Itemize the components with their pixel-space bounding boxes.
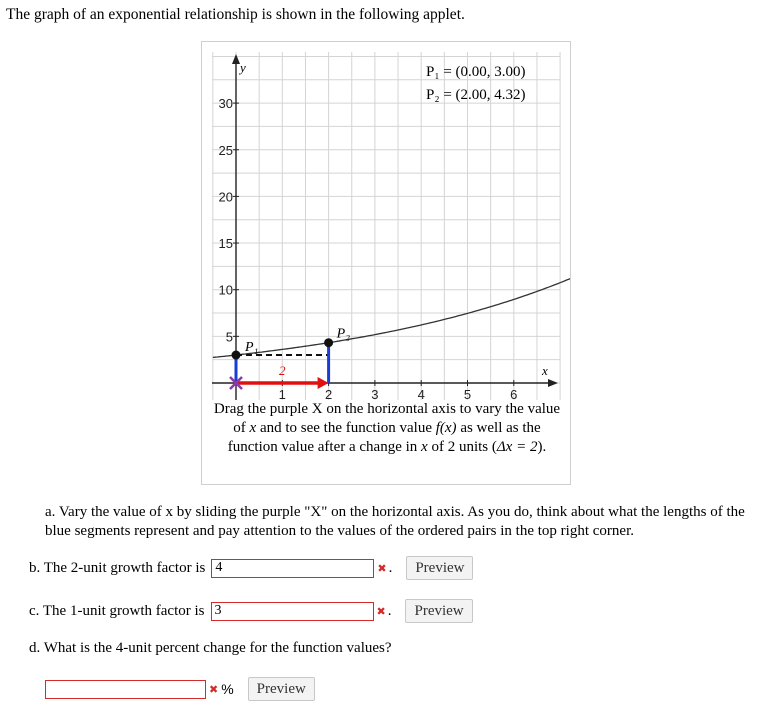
point-p2	[324, 338, 333, 347]
y-axis-arrow-icon	[232, 54, 240, 64]
x-tick-label: 5	[463, 387, 472, 400]
x-axis-label: x	[542, 363, 548, 378]
question-b-row: b. The 2-unit growth factor is 4 ✖ . Preview	[29, 556, 473, 580]
preview-button-d[interactable]: Preview	[248, 677, 315, 701]
y-axis-label: y	[240, 60, 246, 75]
x-axis-arrow-icon	[548, 379, 558, 387]
preview-button-c[interactable]: Preview	[405, 599, 472, 623]
question-d-label-row	[29, 640, 392, 657]
preview-button-b[interactable]: Preview	[406, 556, 473, 580]
intro-text: The graph of an exponential relationship is shown in the following applet.	[6, 6, 465, 23]
y-tick-label: 15	[218, 236, 233, 252]
percent-unit: %	[221, 681, 234, 697]
growth-factor-2-input[interactable]	[211, 559, 374, 578]
x-tick-label: 6	[510, 387, 518, 400]
tick-labels	[219, 96, 518, 400]
grid	[212, 52, 560, 400]
question-d-row	[39, 677, 315, 701]
exponential-graph[interactable]	[202, 42, 570, 400]
question-a: a. Vary the value of x by sliding the purple "X" on the horizontal axis. As you do, think about what the lengths of the blue segments represent and pay attention to the values of the ordered pairs in the top right corner.	[45, 504, 745, 539]
p1-coordinates: P₁ = (0.00, 3.00)	[426, 64, 526, 80]
y-tick-label: 5	[225, 329, 233, 345]
growth-factor-1-input[interactable]	[211, 602, 374, 621]
x-tick-label: 2	[324, 387, 333, 400]
x-tick-label: 3	[371, 387, 379, 400]
graph-applet[interactable]	[201, 41, 571, 485]
axes	[212, 54, 558, 400]
p2-coordinates: P₂ = (2.00, 4.32)	[426, 87, 526, 103]
question-c-label: c. The 1-unit growth factor is	[29, 602, 205, 619]
delta-label: 2	[279, 363, 286, 378]
y-tick-label: 30	[218, 96, 233, 112]
percent-change-input[interactable]	[45, 680, 206, 699]
applet-caption: Drag the purple X on the horizontal axis to vary the value of x and to see the function value f(x) as well as the function value after a change in x of 2 units (Δx = 2).	[213, 401, 561, 455]
point-p1-label: P₁	[245, 340, 259, 356]
y-tick-label: 20	[218, 189, 233, 205]
incorrect-icon: ✖	[377, 561, 387, 575]
y-tick-label: 25	[218, 142, 233, 158]
points-box	[426, 64, 526, 103]
incorrect-icon: ✖	[209, 682, 219, 696]
incorrect-icon: ✖	[376, 604, 386, 618]
x-tick-label: 1	[278, 387, 286, 400]
y-tick-label: 10	[218, 282, 233, 298]
point-p2-label: P₂	[336, 326, 351, 342]
point-p1	[232, 351, 241, 360]
question-b-label: b. The 2-unit growth factor is	[29, 559, 206, 576]
x-tick-label: 4	[417, 387, 425, 400]
question-d-label: d. What is the 4-unit percent change for the function values?	[29, 640, 392, 656]
question-c-row: c. The 1-unit growth factor is 3 ✖ . Preview	[29, 599, 473, 623]
